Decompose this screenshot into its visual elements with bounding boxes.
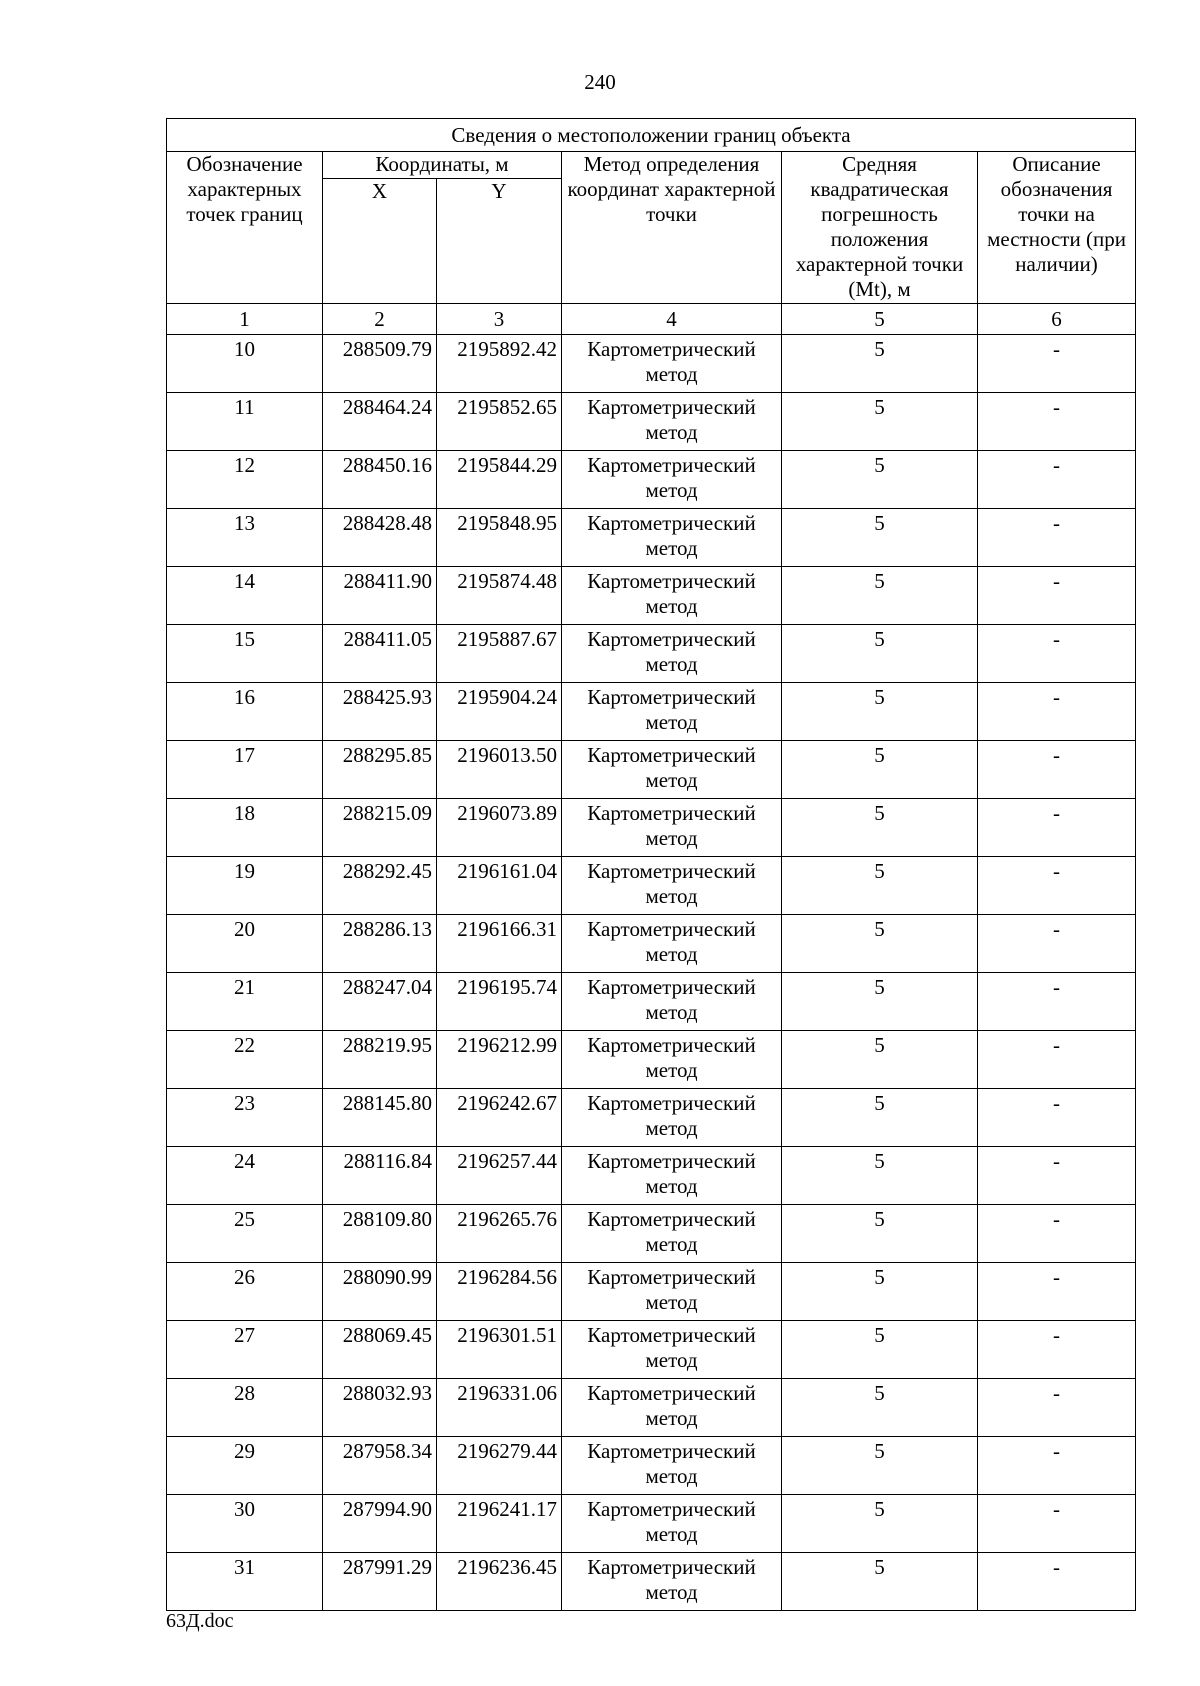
x-coordinate-cell: 288069.45	[323, 1321, 437, 1379]
method-cell: Картометрический метод	[562, 683, 782, 741]
x-coordinate-cell: 288464.24	[323, 393, 437, 451]
y-coordinate-cell: 2196161.04	[437, 857, 562, 915]
table-row	[167, 451, 1136, 509]
point-cell: 27	[167, 1321, 323, 1379]
y-coordinate-cell: 2196257.44	[437, 1147, 562, 1205]
error-cell: 5	[782, 1147, 978, 1205]
y-coordinate-cell: 2195844.29	[437, 451, 562, 509]
point-cell: 29	[167, 1437, 323, 1495]
error-cell: 5	[782, 625, 978, 683]
error-cell: 5	[782, 1495, 978, 1553]
point-cell: 13	[167, 509, 323, 567]
y-coordinate-cell: 2196279.44	[437, 1437, 562, 1495]
method-cell: Картометрический метод	[562, 1553, 782, 1611]
description-cell: -	[978, 1147, 1136, 1205]
table-row	[167, 973, 1136, 1031]
method-cell: Картометрический метод	[562, 1089, 782, 1147]
table-row	[167, 857, 1136, 915]
description-cell: -	[978, 393, 1136, 451]
header-coordinates: Координаты, м	[323, 152, 562, 179]
column-number: 1	[167, 304, 323, 335]
description-cell: -	[978, 741, 1136, 799]
error-cell: 5	[782, 1437, 978, 1495]
y-coordinate-cell: 2196301.51	[437, 1321, 562, 1379]
error-cell: 5	[782, 1379, 978, 1437]
method-cell: Картометрический метод	[562, 1437, 782, 1495]
table-row	[167, 1205, 1136, 1263]
x-coordinate-cell: 288509.79	[323, 335, 437, 393]
table-row	[167, 567, 1136, 625]
x-coordinate-cell: 288286.13	[323, 915, 437, 973]
x-coordinate-cell: 288145.80	[323, 1089, 437, 1147]
description-cell: -	[978, 1437, 1136, 1495]
y-coordinate-cell: 2196265.76	[437, 1205, 562, 1263]
y-coordinate-cell: 2196073.89	[437, 799, 562, 857]
document-filename: 63Д.doc	[166, 1610, 234, 1632]
header-point: Обозначение характерных точек границ	[167, 152, 323, 304]
description-cell: -	[978, 625, 1136, 683]
error-cell: 5	[782, 741, 978, 799]
table-row	[167, 1321, 1136, 1379]
x-coordinate-cell: 288411.90	[323, 567, 437, 625]
table-row	[167, 1263, 1136, 1321]
x-coordinate-cell: 288425.93	[323, 683, 437, 741]
error-cell: 5	[782, 1553, 978, 1611]
x-coordinate-cell: 288219.95	[323, 1031, 437, 1089]
error-cell: 5	[782, 799, 978, 857]
table-row	[167, 625, 1136, 683]
x-coordinate-cell: 288215.09	[323, 799, 437, 857]
point-cell: 20	[167, 915, 323, 973]
header-method: Метод определения координат характерной точки	[562, 152, 782, 304]
y-coordinate-cell: 2195904.24	[437, 683, 562, 741]
point-cell: 21	[167, 973, 323, 1031]
error-cell: 5	[782, 857, 978, 915]
column-number: 3	[437, 304, 562, 335]
table-title: Сведения о местоположении границ объекта	[167, 119, 1136, 152]
method-cell: Картометрический метод	[562, 1263, 782, 1321]
header-error: Средняя квадратическая погрешность положения характерной точки (Mt), м	[782, 152, 978, 304]
y-coordinate-cell: 2195852.65	[437, 393, 562, 451]
table-row	[167, 335, 1136, 393]
method-cell: Картометрический метод	[562, 335, 782, 393]
point-cell: 15	[167, 625, 323, 683]
description-cell: -	[978, 1321, 1136, 1379]
method-cell: Картометрический метод	[562, 973, 782, 1031]
table-row	[167, 1553, 1136, 1611]
description-cell: -	[978, 1205, 1136, 1263]
description-cell: -	[978, 683, 1136, 741]
point-cell: 11	[167, 393, 323, 451]
point-cell: 24	[167, 1147, 323, 1205]
x-coordinate-cell: 287991.29	[323, 1553, 437, 1611]
x-coordinate-cell: 288292.45	[323, 857, 437, 915]
method-cell: Картометрический метод	[562, 393, 782, 451]
description-cell: -	[978, 335, 1136, 393]
y-coordinate-cell: 2196331.06	[437, 1379, 562, 1437]
error-cell: 5	[782, 1321, 978, 1379]
point-cell: 19	[167, 857, 323, 915]
description-cell: -	[978, 915, 1136, 973]
column-number-row	[167, 304, 1136, 335]
x-coordinate-cell: 288032.93	[323, 1379, 437, 1437]
method-cell: Картометрический метод	[562, 1147, 782, 1205]
method-cell: Картометрический метод	[562, 799, 782, 857]
method-cell: Картометрический метод	[562, 1495, 782, 1553]
point-cell: 30	[167, 1495, 323, 1553]
point-cell: 18	[167, 799, 323, 857]
point-cell: 26	[167, 1263, 323, 1321]
description-cell: -	[978, 567, 1136, 625]
error-cell: 5	[782, 683, 978, 741]
x-coordinate-cell: 287958.34	[323, 1437, 437, 1495]
error-cell: 5	[782, 1205, 978, 1263]
x-coordinate-cell: 288090.99	[323, 1263, 437, 1321]
y-coordinate-cell: 2195874.48	[437, 567, 562, 625]
y-coordinate-cell: 2196166.31	[437, 915, 562, 973]
method-cell: Картометрический метод	[562, 451, 782, 509]
method-cell: Картометрический метод	[562, 1205, 782, 1263]
y-coordinate-cell: 2196013.50	[437, 741, 562, 799]
point-cell: 17	[167, 741, 323, 799]
header-description: Описание обозначения точки на местности (при наличии)	[978, 152, 1136, 304]
y-coordinate-cell: 2195848.95	[437, 509, 562, 567]
error-cell: 5	[782, 509, 978, 567]
point-cell: 23	[167, 1089, 323, 1147]
method-cell: Картометрический метод	[562, 741, 782, 799]
description-cell: -	[978, 509, 1136, 567]
method-cell: Картометрический метод	[562, 1031, 782, 1089]
point-cell: 22	[167, 1031, 323, 1089]
y-coordinate-cell: 2196242.67	[437, 1089, 562, 1147]
table-row	[167, 1495, 1136, 1553]
table-row	[167, 509, 1136, 567]
header-y: Y	[437, 179, 562, 304]
x-coordinate-cell: 288109.80	[323, 1205, 437, 1263]
description-cell: -	[978, 973, 1136, 1031]
point-cell: 14	[167, 567, 323, 625]
table-row	[167, 393, 1136, 451]
table-row	[167, 1379, 1136, 1437]
point-cell: 28	[167, 1379, 323, 1437]
description-cell: -	[978, 1089, 1136, 1147]
table-row	[167, 799, 1136, 857]
method-cell: Картометрический метод	[562, 857, 782, 915]
point-cell: 12	[167, 451, 323, 509]
x-coordinate-cell: 288428.48	[323, 509, 437, 567]
error-cell: 5	[782, 335, 978, 393]
description-cell: -	[978, 857, 1136, 915]
x-coordinate-cell: 288450.16	[323, 451, 437, 509]
method-cell: Картометрический метод	[562, 625, 782, 683]
description-cell: -	[978, 1495, 1136, 1553]
description-cell: -	[978, 1031, 1136, 1089]
table-row	[167, 915, 1136, 973]
x-coordinate-cell: 288116.84	[323, 1147, 437, 1205]
error-cell: 5	[782, 973, 978, 1031]
method-cell: Картометрический метод	[562, 509, 782, 567]
point-cell: 10	[167, 335, 323, 393]
error-cell: 5	[782, 567, 978, 625]
point-cell: 16	[167, 683, 323, 741]
description-cell: -	[978, 1263, 1136, 1321]
y-coordinate-cell: 2196236.45	[437, 1553, 562, 1611]
error-cell: 5	[782, 1263, 978, 1321]
method-cell: Картометрический метод	[562, 1379, 782, 1437]
description-cell: -	[978, 451, 1136, 509]
page-number: 240	[584, 70, 616, 94]
column-number: 5	[782, 304, 978, 335]
point-cell: 31	[167, 1553, 323, 1611]
x-coordinate-cell: 287994.90	[323, 1495, 437, 1553]
point-cell: 25	[167, 1205, 323, 1263]
column-number: 2	[323, 304, 437, 335]
description-cell: -	[978, 1379, 1136, 1437]
boundary-coordinates-table	[166, 118, 1136, 1611]
y-coordinate-cell: 2195892.42	[437, 335, 562, 393]
error-cell: 5	[782, 1031, 978, 1089]
error-cell: 5	[782, 451, 978, 509]
column-number: 6	[978, 304, 1136, 335]
y-coordinate-cell: 2196241.17	[437, 1495, 562, 1553]
column-number: 4	[562, 304, 782, 335]
table-row	[167, 1031, 1136, 1089]
x-coordinate-cell: 288247.04	[323, 973, 437, 1031]
y-coordinate-cell: 2195887.67	[437, 625, 562, 683]
table-row	[167, 1089, 1136, 1147]
error-cell: 5	[782, 393, 978, 451]
description-cell: -	[978, 799, 1136, 857]
method-cell: Картометрический метод	[562, 915, 782, 973]
x-coordinate-cell: 288411.05	[323, 625, 437, 683]
header-x: X	[323, 179, 437, 304]
error-cell: 5	[782, 1089, 978, 1147]
table-row	[167, 1147, 1136, 1205]
x-coordinate-cell: 288295.85	[323, 741, 437, 799]
table-row	[167, 683, 1136, 741]
method-cell: Картометрический метод	[562, 1321, 782, 1379]
error-cell: 5	[782, 915, 978, 973]
method-cell: Картометрический метод	[562, 567, 782, 625]
y-coordinate-cell: 2196195.74	[437, 973, 562, 1031]
description-cell: -	[978, 1553, 1136, 1611]
table-row	[167, 1437, 1136, 1495]
y-coordinate-cell: 2196284.56	[437, 1263, 562, 1321]
table-row	[167, 741, 1136, 799]
y-coordinate-cell: 2196212.99	[437, 1031, 562, 1089]
